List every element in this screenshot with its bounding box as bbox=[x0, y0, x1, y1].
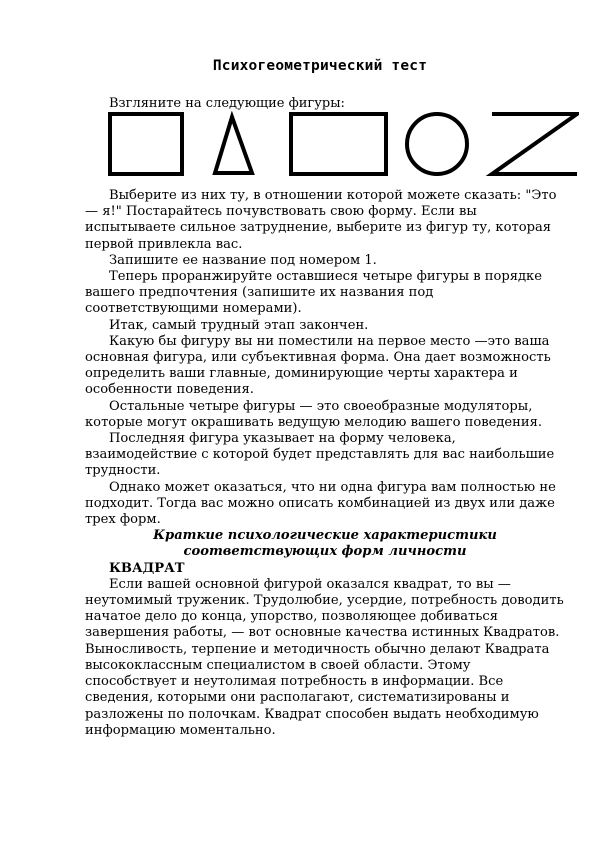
article-body bbox=[85, 188, 565, 739]
paragraph: Остальные четыре фигуры — это своеобразные модуляторы, которые могут окрашивать ведущую мелодию вашего поведения. bbox=[85, 398, 543, 430]
figures-row bbox=[107, 111, 579, 177]
triangle-icon bbox=[215, 117, 252, 173]
paragraph: Однако может оказаться, что ни одна фигура вам полностью не подходит. Тогда вас можно описать комбинацией из двух или даже трех форм. bbox=[85, 479, 556, 528]
paragraph: Итак, самый трудный этап закончен. bbox=[109, 317, 369, 333]
section-heading: Краткие психологические характеристики соответствующих форм личности bbox=[153, 528, 497, 560]
paragraph: Выберите из них ту, в отношении которой можете сказать: "Это — я!" Постарайтесь почувствовать свою форму. Если вы испытываете сильное затруднение, выберите из фигур ту, которая первой привлекла вас. bbox=[85, 188, 557, 252]
paragraph: Запишите ее название под номером 1. bbox=[109, 252, 377, 268]
paragraph: Теперь проранжируйте оставшиеся четыре фигуры в порядке вашего предпочтения (запишите их названия под соответствующими номерами). bbox=[85, 269, 542, 317]
intro-text: Взгляните на следующие фигуры: bbox=[109, 96, 345, 111]
square-icon bbox=[110, 114, 182, 174]
page-title: Психогеометрический тест bbox=[212, 58, 428, 74]
paragraph: Какую бы фигуру вы ни поместили на первое место —это ваша основная фигура, или субъективная форма. Она дает возможность определить ваши главные, доминирующие черты характера и особенности поведения. bbox=[85, 333, 551, 398]
paragraph: Последняя фигура указывает на форму человека, взаимодействие с которой будет представлять для вас наибольшие трудности. bbox=[85, 431, 555, 479]
zigzag-icon bbox=[492, 114, 577, 174]
rectangle-icon bbox=[291, 114, 386, 174]
circle-icon bbox=[407, 114, 467, 174]
subheading-square: КВАДРАТ bbox=[109, 560, 185, 576]
paragraph-square: Если вашей основной фигурой оказался квадрат, то вы — неутомимый труженик. Трудолюбие, усердие, потребность доводить начатое дело до конца, упорство, позволяющее добиваться завершения работы, — вот основные качества истинных Квадратов. Выносливость, терпение и методичность обычно делают Квадрата высококлассным специалистом в своей области. Этому способствует и неутолимая потребность в информации. Все сведения, которыми они располагают, систематизированы и разложены по полочкам. Квадрат способен выдать необходимую информацию моментально. bbox=[85, 576, 564, 738]
